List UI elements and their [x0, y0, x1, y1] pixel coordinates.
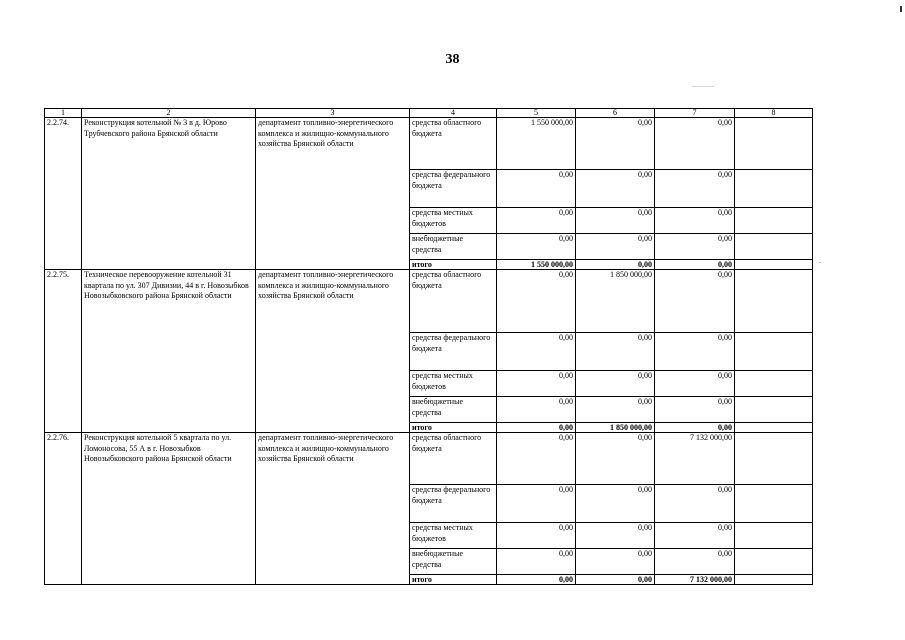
scan-speck — [819, 262, 821, 263]
cell-col5: 0,00 — [497, 523, 576, 549]
cell-col7: 0,00 — [655, 549, 735, 575]
funding-source: средства областного бюджета — [410, 433, 497, 485]
column-header: 1 — [45, 109, 82, 118]
cell-col6: 0,00 — [576, 371, 655, 397]
item-department: департамент топливно-энергетического комплекса и жилищно-коммунального хозяйства Брянской области — [256, 118, 410, 270]
funding-source: средства областного бюджета — [410, 270, 497, 333]
cell-col7: 0,00 — [655, 260, 735, 270]
cell-col5: 0,00 — [497, 397, 576, 423]
cell-col8 — [735, 333, 813, 371]
cell-col5: 0,00 — [497, 270, 576, 333]
cell-col6: 0,00 — [576, 397, 655, 423]
cell-col7: 0,00 — [655, 118, 735, 170]
cell-col6: 1 850 000,00 — [576, 423, 655, 433]
cell-col7: 0,00 — [655, 333, 735, 371]
cell-col8 — [735, 423, 813, 433]
cell-col7: 0,00 — [655, 485, 735, 523]
cell-col6: 0,00 — [576, 170, 655, 208]
scan-speck — [692, 86, 714, 87]
item-number: 2.2.76. — [45, 433, 82, 585]
cell-col6: 0,00 — [576, 549, 655, 575]
cell-col6: 0,00 — [576, 260, 655, 270]
cell-col8 — [735, 371, 813, 397]
column-header: 5 — [497, 109, 576, 118]
scan-mark — [900, 6, 902, 12]
cell-col5: 0,00 — [497, 234, 576, 260]
funding-source: средства местных бюджетов — [410, 208, 497, 234]
cell-col7: 7 132 000,00 — [655, 575, 735, 585]
cell-col7: 0,00 — [655, 234, 735, 260]
funding-source: итого — [410, 423, 497, 433]
cell-col7: 7 132 000,00 — [655, 433, 735, 485]
item-department: департамент топливно-энергетического комплекса и жилищно-коммунального хозяйства Брянской области — [256, 270, 410, 433]
cell-col6: 0,00 — [576, 575, 655, 585]
column-header: 3 — [256, 109, 410, 118]
cell-col7: 0,00 — [655, 208, 735, 234]
cell-col8 — [735, 270, 813, 333]
budget-table — [44, 108, 813, 585]
funding-source: средства областного бюджета — [410, 118, 497, 170]
column-header: 8 — [735, 109, 813, 118]
column-header: 4 — [410, 109, 497, 118]
funding-source: средства федерального бюджета — [410, 485, 497, 523]
cell-col6: 0,00 — [576, 485, 655, 523]
funding-source: итого — [410, 260, 497, 270]
cell-col5: 0,00 — [497, 549, 576, 575]
cell-col8 — [735, 485, 813, 523]
item-name: Техническое перевооружение котельной 31 квартала по ул. 307 Дивизии, 44 в г. Новозыбков Новозыбковского района Брянской области — [82, 270, 256, 433]
cell-col7: 0,00 — [655, 397, 735, 423]
table-row — [45, 270, 813, 333]
column-header: 6 — [576, 109, 655, 118]
cell-col6: 0,00 — [576, 208, 655, 234]
cell-col8 — [735, 433, 813, 485]
cell-col6: 0,00 — [576, 523, 655, 549]
header-row — [45, 109, 813, 118]
item-number: 2.2.75. — [45, 270, 82, 433]
cell-col5: 0,00 — [497, 371, 576, 397]
cell-col6: 0,00 — [576, 333, 655, 371]
cell-col7: 0,00 — [655, 423, 735, 433]
cell-col5: 0,00 — [497, 333, 576, 371]
cell-col5: 0,00 — [497, 170, 576, 208]
funding-source: средства федерального бюджета — [410, 333, 497, 371]
column-header: 2 — [82, 109, 256, 118]
cell-col8 — [735, 118, 813, 170]
cell-col5: 0,00 — [497, 433, 576, 485]
table-row — [45, 118, 813, 170]
table-row — [45, 433, 813, 485]
funding-source: внебюджетные средства — [410, 549, 497, 575]
item-name: Реконструкция котельной 5 квартала по ул. Ломоносова, 55 А в г. Новозыбков Новозыбковского района Брянской области — [82, 433, 256, 585]
cell-col8 — [735, 208, 813, 234]
cell-col8 — [735, 170, 813, 208]
funding-source: средства федерального бюджета — [410, 170, 497, 208]
cell-col5: 0,00 — [497, 208, 576, 234]
cell-col5: 1 550 000,00 — [497, 118, 576, 170]
cell-col8 — [735, 260, 813, 270]
funding-source: внебюджетные средства — [410, 397, 497, 423]
cell-col8 — [735, 575, 813, 585]
cell-col8 — [735, 234, 813, 260]
page-number: 38 — [445, 52, 460, 67]
item-department: департамент топливно-энергетического комплекса и жилищно-коммунального хозяйства Брянской области — [256, 433, 410, 585]
item-number: 2.2.74. — [45, 118, 82, 270]
funding-source: средства местных бюджетов — [410, 523, 497, 549]
cell-col6: 0,00 — [576, 118, 655, 170]
cell-col7: 0,00 — [655, 270, 735, 333]
cell-col5: 0,00 — [497, 575, 576, 585]
item-name: Реконструкция котельной № 3 в д. Юрово Трубчевского района Брянской области — [82, 118, 256, 270]
cell-col6: 0,00 — [576, 234, 655, 260]
column-header: 7 — [655, 109, 735, 118]
funding-source: средства местных бюджетов — [410, 371, 497, 397]
cell-col5: 1 550 000,00 — [497, 260, 576, 270]
cell-col5: 0,00 — [497, 485, 576, 523]
cell-col7: 0,00 — [655, 170, 735, 208]
cell-col8 — [735, 549, 813, 575]
cell-col8 — [735, 397, 813, 423]
cell-col6: 1 850 000,00 — [576, 270, 655, 333]
cell-col5: 0,00 — [497, 423, 576, 433]
cell-col8 — [735, 523, 813, 549]
cell-col6: 0,00 — [576, 433, 655, 485]
funding-source: итого — [410, 575, 497, 585]
cell-col7: 0,00 — [655, 371, 735, 397]
cell-col7: 0,00 — [655, 523, 735, 549]
funding-source: внебюджетные средства — [410, 234, 497, 260]
